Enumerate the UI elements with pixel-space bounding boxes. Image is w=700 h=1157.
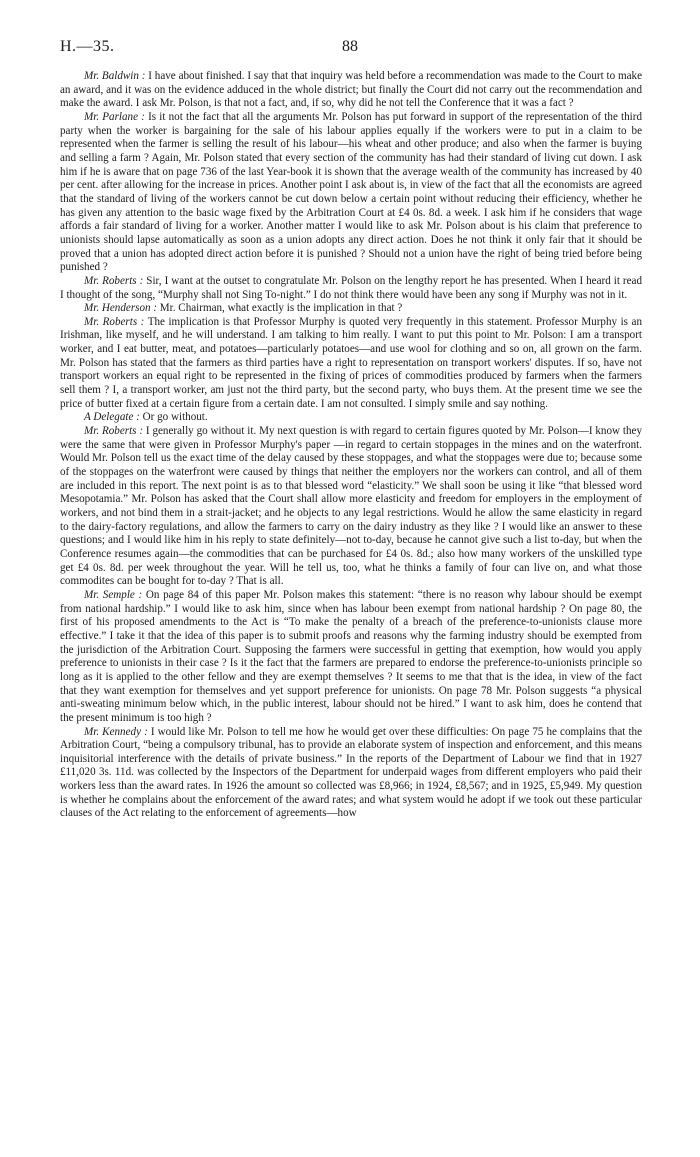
paragraph-baldwin <box>60 70 642 111</box>
page-number: 88 <box>342 38 358 55</box>
paragraph-text: Sir, I want at the outset to congratulate Mr. Polson on the lengthy report he has presented. When I heard it read I thought of the song, “Murphy shall not Sing To-night.” I do not think there would have been any song if Murphy was not in it. <box>60 274 643 301</box>
speaker-name: Mr. Semple : <box>84 588 143 601</box>
speaker-name: Mr. Roberts : <box>84 425 144 438</box>
paragraph-text: On page 84 of this paper Mr. Polson makes this statement: “there is no reason why labour should be exempt from national hardship.” I would like to ask him, since when has labour been exempt from national hardship ? On page 80, the first of his proposed amendments to the Act is “To make the penalty of a breach of the preference-to-unionists clause more effective.” I take it that the idea of this paper is to submit proofs and reasons why the farming industry should be exempted from the jurisdiction of the Arbitration Court. Supposing the farmers were successful in getting that exemption, how would you apply preference to unionists in their case ? Is it the fact that the farmers are prepared to endorse the preference-to-unionists principle so long as it is applied to the other fellow and they are exempt themselves ? It seems to me that that is the idea, in view of the fact that they want exemption for themselves and yet support preference for unionists. On page 78 Mr. Polson suggests “a physical anti-sweating minimum below which, in the public interest, labour should not be hired.” I want to ask him, does he contend that the present minimum is too high ? <box>60 588 642 724</box>
speaker-name: Mr. Parlane : <box>84 110 145 123</box>
document-reference: H.—35. <box>60 38 115 55</box>
page-header <box>60 38 640 60</box>
paragraph-text: I generally go without it. My next question is with regard to certain figures quoted by Mr. Polson—I know they were the same that were given in Professor Murphy's paper —in regard to certain stoppages in the mines and on the waterfront. Would Mr. Polson tell us the exact time of the delay caused by these stoppages, and what the stoppages were due to; because some of the stoppages on the waterfront were caused by things that neither the employers nor the workers can control, and all of them are included in this report. The next point is as to that blessed word “elasticity.” We shall soon be using it like “that blessed word Mesopotamia.” Mr. Polson has asked that the Court shall allow more elasticity and freedom for employers in the employment of workers, and not bind them in a strait-jacket; and he objects to any legal restrictions. Would he allow the same elasticity in regard to the dairy-factory regulations, and allow the farmers to carry on the dairy industry as they like ? I would like an answer to these questions; and I would like him in his reply to state definitely—not to-day, because he cannot give such a list to-day, but when the Conference resumes again—the commodities that can be purchased for £4 0s. 8d.; also how many workers of the unskilled type get £4 0s. 8d. per week throughout the year. Will he tell us, too, what he thinks a family of four can live on, and what those commodites can be bought for to-day ? That is all. <box>60 425 642 588</box>
speaker-name: Mr. Baldwin : <box>84 70 146 82</box>
paragraph-kennedy <box>60 726 642 822</box>
paragraph-roberts-1 <box>60 275 642 302</box>
paragraph-text: The implication is that Professor Murphy is quoted very frequently in this statement. Professor Murphy is an Irishman, like myself, and he will understand. I am talking to him really. I want to put this point to Mr. Polson: I am a transport worker, and I eat butter, meat, and potatoes—particularly potatoes—and use wool for clothing and so on, all grown on the farm. Mr. Polson has stated that the farmers as third parties have a right to representation on transport workers' disputes. If so, have not transport workers an equal right to be represented in the fixing of prices of commodities produced by farmers when the farmers sell them ? I, a transport worker, am just not the third party, but the second party, who buys them. At the present time we see the price of butter fixed at a certain figure from a certain date. I am not consulted. I simply smile and say nothing. <box>60 315 642 410</box>
paragraph-delegate <box>60 411 642 425</box>
transcript-body <box>60 70 642 821</box>
paragraph-semple <box>60 589 642 726</box>
paragraph-henderson <box>60 302 642 316</box>
speaker-name: A Delegate : <box>84 411 140 424</box>
paragraph-text: Or go without. <box>139 411 208 424</box>
paragraph-text: Mr. Chairman, what exactly is the implication in that ? <box>157 302 403 315</box>
paragraph-text: I have about finished. I say that that inquiry was held before a recommendation was made to the Court to make an award, and it was on the evidence adduced in the whole district; but finally the Court did not carry out the recommendation and make the award. I ask Mr. Polson, is that not a fact, and, if so, why did he not tell the Conference that it was a fact ? <box>60 70 642 110</box>
speaker-name: Mr. Henderson : <box>84 302 158 315</box>
paragraph-roberts-2 <box>60 316 642 412</box>
paragraph-text: I would like Mr. Polson to tell me how he would get over these difficulties: On page 75 he complains that the Arbitration Court, “being a compulsory tribunal, has to provide an elaborate system of inspection and enforcement, and this means inquisitorial interference with the details of private business.” In the reports of the Department of Labour we find that in 1927 £11,020 3s. 11d. was collected by the Inspectors of the Department for underpaid wages from different employers who paid their workers less than the award rates. In 1926 the amount so collected was £8,966; in 1924, £8,567; and in 1925, £5,949. My question is whether he complains about the enforcement of the award rates; and what system would he adopt if we took out these particular clauses of the Act relating to the enforcement of agreements—how <box>60 725 642 820</box>
speaker-name: Mr. Roberts : <box>84 315 145 328</box>
paragraph-roberts-3 <box>60 425 642 589</box>
speaker-name: Mr. Roberts : <box>84 274 144 287</box>
paragraph-text: Is it not the fact that all the arguments Mr. Polson has put forward in support of the representation of the third party when the worker is bargaining for the sale of his labour applies equally if the workers were to put in a claim to be represented when the farmer is selling the result of his labour—his wheat and other produce; and also when the farmer is buying and selling a farm ? Again, Mr. Polson stated that every section of the community has had their standard of living cut down. I ask him if he is aware that on page 736 of the last Year-book it is shown that the average wealth of the community has increased by 40 per cent. after allowing for the increase in prices. Another point I ask about is, in view of the fact that all the economists are agreed that the standard of living of the workers cannot be cut down below a certain point without reducing their efficiency, whether he has given any attention to the basic wage fixed by the Arbitration Court at £4 0s. 8d. a week. I ask him if he considers that wage affords a fair standard of living for a worker. Another matter I would like to ask Mr. Polson about is his claim that preference to unionists should lapse automatically as soon as a union adopts any direct action. Does he not think it only fair that it should be proved that a union has adopted direct action before it is punished ? Should not a union have the right of being tried before being punished ? <box>60 110 642 274</box>
paragraph-parlane <box>60 111 642 275</box>
speaker-name: Mr. Kennedy : <box>84 725 148 738</box>
